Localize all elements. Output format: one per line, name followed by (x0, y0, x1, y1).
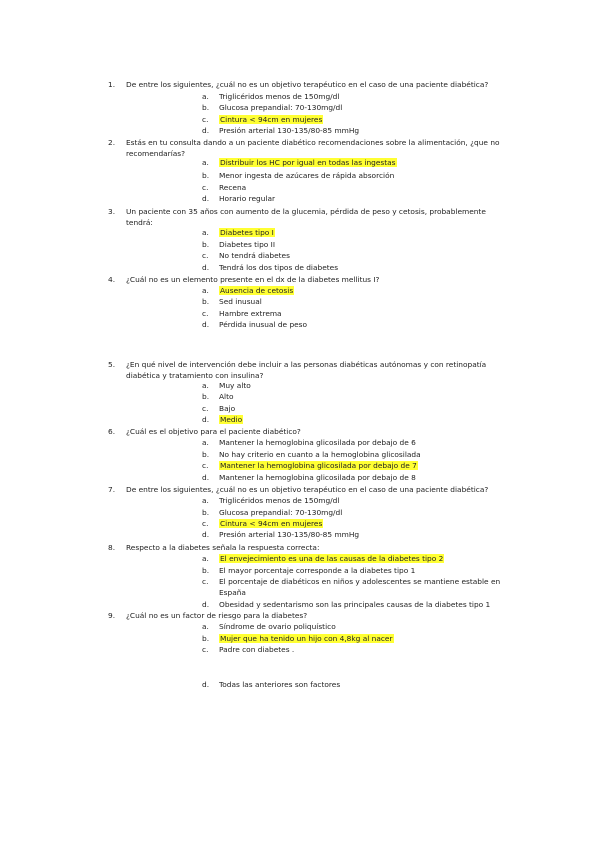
option-letter: c. (202, 404, 209, 413)
option-7d (0, 530, 599, 541)
option-letter: a. (202, 496, 209, 505)
option-letter: b. (202, 103, 210, 112)
option-text: Diabetes tipo II (219, 240, 276, 249)
option-3b (0, 240, 599, 251)
option-1d (0, 126, 599, 137)
option-7b (0, 508, 599, 519)
option-letter: b. (202, 171, 210, 180)
option-2b (0, 171, 599, 182)
option-letter: a. (202, 286, 209, 295)
option-letter: c. (202, 309, 209, 318)
option-letter: d. (202, 320, 210, 329)
option-2c (0, 183, 599, 194)
highlighted-answer: Cintura < 94cm en mujeres (220, 115, 323, 124)
option-7a (0, 496, 599, 507)
highlighted-answer: El envejecimiento es una de las causas de la diabetes tipo 2 (220, 554, 444, 563)
highlighted-answer: Mujer que ha tenido un hijo con 4,8kg al nacer (220, 634, 393, 643)
option-letter: a. (202, 622, 209, 631)
option-6a (0, 438, 599, 449)
question-number: 7. (108, 485, 116, 494)
option-letter: b. (202, 450, 210, 459)
option-text: Mantener la hemoglobina glicosilada por debajo de 6 (219, 438, 416, 447)
option-5d (0, 415, 599, 426)
option-text: Mantener la hemoglobina glicosilada por debajo de 8 (219, 473, 416, 482)
highlighted-answer: Ausencia de cetosis (220, 286, 294, 295)
option-3c (0, 251, 599, 262)
question-text: De entre los siguientes, ¿cuál no es un objetivo terapéutico en el caso de una paciente diabética? (126, 485, 489, 494)
option-letter: d. (202, 126, 210, 135)
option-letter: a. (202, 228, 209, 237)
question-number: 5. (108, 360, 116, 369)
option-letter: b. (202, 392, 210, 401)
option-letter: b. (202, 508, 210, 517)
option-text: Horario regular (219, 194, 276, 203)
option-1a (0, 92, 599, 103)
option-text: Presión arterial 130-135/80-85 mmHg (219, 530, 360, 539)
option-text: Muy alto (219, 381, 251, 390)
option-letter: d. (202, 600, 210, 609)
question-text: ¿Cuál no es un elemento presente en el dx de la diabetes mellitus I? (126, 275, 380, 284)
option-text: Padre con diabetes . (219, 645, 295, 654)
option-9c (0, 645, 599, 656)
option-text: Glucosa prepandial: 70-130mg/dl (219, 103, 343, 112)
option-text: No hay criterio en cuanto a la hemoglobina glicosilada (219, 450, 421, 459)
option-letter: c. (202, 183, 209, 192)
question-number: 4. (108, 275, 116, 284)
question-number: 6. (108, 427, 116, 436)
option-text: Alto (219, 392, 234, 401)
option-text: Presión arterial 130-135/80-85 mmHg (219, 126, 360, 135)
option-letter: d. (202, 415, 210, 424)
option-4d (0, 320, 599, 331)
option-text: El mayor porcentaje corresponde a la diabetes tipo 1 (219, 566, 416, 575)
option-5c (0, 404, 599, 415)
option-6c (0, 461, 599, 472)
highlighted-answer: Distribuir los HC por igual en todas las ingestas (220, 158, 396, 167)
highlighted-answer: Cintura < 94cm en mujeres (220, 519, 323, 528)
question-number: 1. (108, 80, 116, 89)
option-letter: a. (202, 554, 209, 563)
option-text: Pérdida inusual de peso (219, 320, 308, 329)
question-number: 3. (108, 207, 116, 216)
option-6b (0, 450, 599, 461)
option-8d (0, 600, 599, 611)
option-4b (0, 297, 599, 308)
option-1b (0, 103, 599, 114)
option-1c (0, 115, 599, 126)
option-7c (0, 519, 599, 530)
highlighted-answer: Diabetes tipo I (220, 228, 274, 237)
option-text: Síndrome de ovario poliquístico (219, 622, 336, 631)
option-letter: a. (202, 158, 209, 167)
option-text: Menor ingesta de azúcares de rápida absorción (219, 171, 395, 180)
question-number: 9. (108, 611, 116, 620)
option-letter: c. (202, 645, 209, 654)
option-text: El porcentaje de diabéticos en niños y adolescentes se mantiene estable en España (219, 577, 501, 597)
option-letter: a. (202, 438, 209, 447)
option-letter: a. (202, 381, 209, 390)
option-text: Tendrá los dos tipos de diabetes (219, 263, 339, 272)
option-text: Bajo (219, 404, 236, 413)
question-text: Estás en tu consulta dando a un paciente diabético recomendaciones sobre la alimentación, ¿que no recomendarías? (126, 138, 500, 158)
question-text: ¿Cuál es el objetivo para el paciente diabético? (126, 427, 301, 436)
question-text: De entre los siguientes, ¿cuál no es un objetivo terapéutico en el caso de una paciente diabética? (126, 80, 489, 89)
option-letter: c. (202, 115, 209, 124)
option-letter: d. (202, 473, 210, 482)
question-text: Respecto a la diabetes señala la respuesta correcta: (126, 543, 320, 552)
option-8b (0, 566, 599, 577)
option-4c (0, 309, 599, 320)
option-letter: b. (202, 634, 210, 643)
option-letter: b. (202, 297, 210, 306)
option-text: Glucosa prepandial: 70-130mg/dl (219, 508, 343, 517)
question-number: 8. (108, 543, 116, 552)
option-2d (0, 194, 599, 205)
option-5b (0, 392, 599, 403)
option-4a (0, 286, 599, 297)
option-text: No tendrá diabetes (219, 251, 290, 260)
option-letter: d. (202, 263, 210, 272)
option-text: Hambre extrema (219, 309, 282, 318)
question-text: ¿Cuál no es un factor de riesgo para la diabetes? (126, 611, 308, 620)
option-letter: d. (202, 194, 210, 203)
highlighted-answer: Medio (220, 415, 243, 424)
option-text: Recena (219, 183, 247, 192)
option-text: Obesidad y sedentarismo son las principales causas de la diabetes tipo 1 (219, 600, 491, 609)
question-text: Un paciente con 35 años con aumento de la glucemia, pérdida de peso y cetosis, probablemente tendrá: (126, 207, 486, 227)
option-3a (0, 228, 599, 239)
option-letter: d. (202, 530, 210, 539)
option-letter: b. (202, 240, 210, 249)
option-letter: c. (202, 577, 209, 586)
option-letter: c. (202, 251, 209, 260)
option-3d (0, 263, 599, 274)
option-9a (0, 622, 599, 633)
option-letter: c. (202, 461, 209, 470)
option-letter: c. (202, 519, 209, 528)
option-text: Triglicéridos menos de 150mg/dl (219, 496, 340, 505)
option-8c (0, 577, 599, 597)
option-letter: d. (202, 680, 210, 689)
option-letter: b. (202, 566, 210, 575)
option-8a (0, 554, 599, 565)
option-text: Todas las anteriores son factores (219, 680, 341, 689)
option-text: Sed inusual (219, 297, 262, 306)
option-text: Triglicéridos menos de 150mg/dl (219, 92, 340, 101)
highlighted-answer: Mantener la hemoglobina glicosilada por debajo de 7 (220, 461, 417, 470)
question-text: ¿En qué nivel de intervención debe incluir a las personas diabéticas autónomas y con retinopatía diabética y tratamiento con insulina? (126, 360, 487, 380)
option-9b (0, 634, 599, 645)
option-9d (0, 680, 599, 691)
option-6d (0, 473, 599, 484)
option-2a (0, 158, 599, 169)
option-letter: a. (202, 92, 209, 101)
option-5a (0, 381, 599, 392)
question-number: 2. (108, 138, 116, 147)
